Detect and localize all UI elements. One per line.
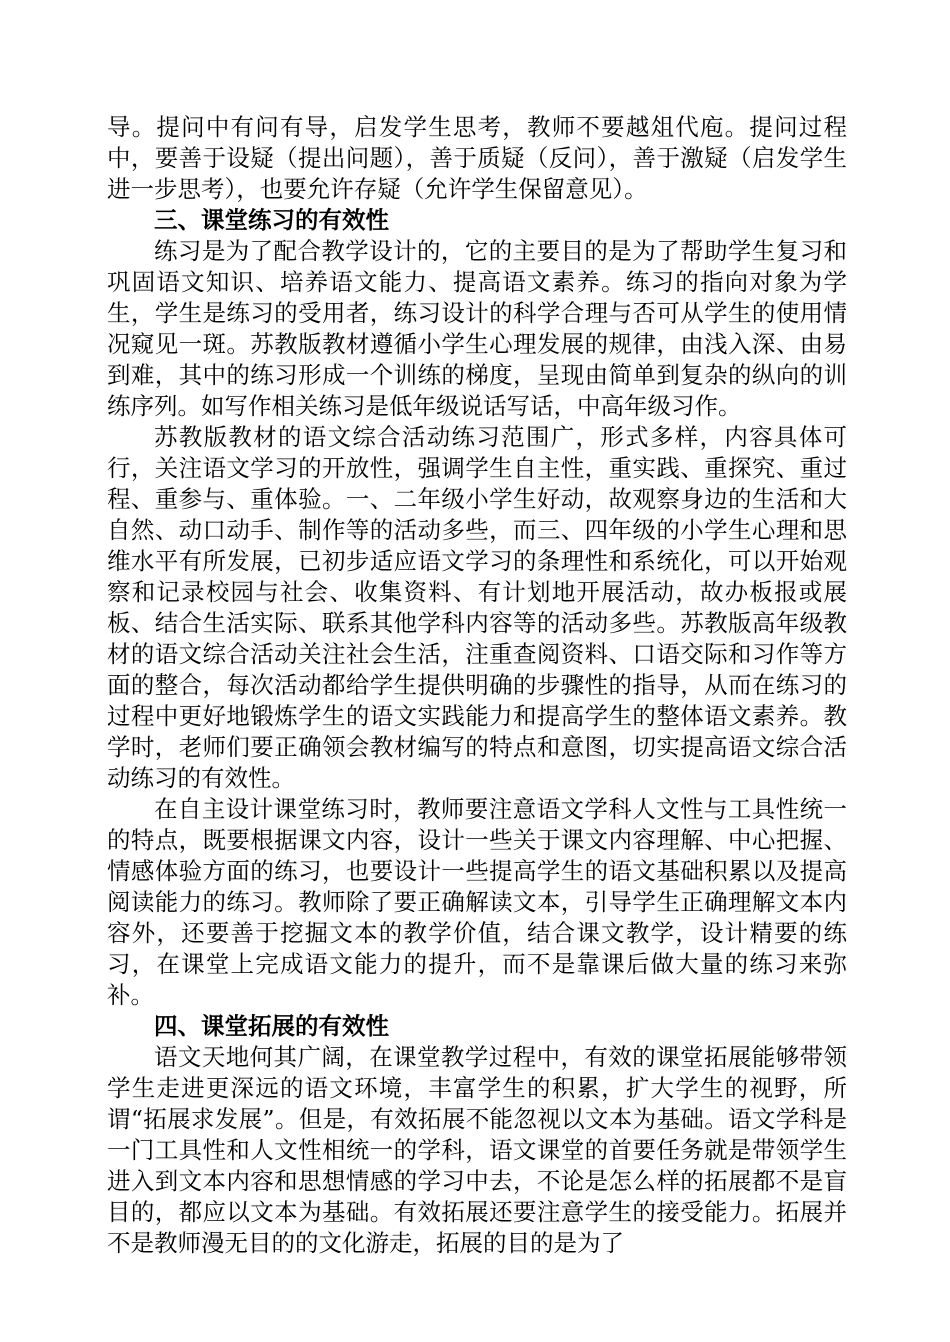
intro-paragraph: 导。提问中有问有导，启发学生思考，教师不要越俎代庖。提问过程中，要善于设疑（提出问题），善于质疑（反问），善于激疑（启发学生进一步思考），也要允许存疑（允许学生保留意见）。 bbox=[107, 113, 847, 203]
body-paragraph: 在自主设计课堂练习时，教师要注意语文学科人文性与工具性统一的特点，既要根据课文内容，设计一些关于课文内容理解、中心把握、情感体验方面的练习，也要设计一些提高学生的语文基础积累以及提高阅读能力的练习。教师除了要正确解读文本，引导学生正确理解文本内容外，还要善于挖掘文本的教学价值，结合课文教学，设计精要的练习，在课堂上完成语文能力的提升，而不是靠课后做大量的练习来弥补。 bbox=[107, 795, 847, 1009]
body-paragraph: 练习是为了配合教学设计的，它的主要目的是为了帮助学生复习和巩固语文知识、培养语文能力、提高语文素养。练习的指向对象为学生，学生是练习的受用者，练习设计的科学合理与否可从学生的使用情况窥见一斑。苏教版教材遵循小学生心理发展的规律，由浅入深、由易到难，其中的练习形成一个训练的梯度，呈现由简单到复杂的纵向的训练序列。如写作相关练习是低年级说话写话，中高年级习作。 bbox=[107, 237, 847, 420]
document-page bbox=[107, 112, 847, 1259]
section-heading-practice: 三、课堂练习的有效性 bbox=[154, 206, 389, 234]
body-paragraph: 苏教版教材的语文综合活动练习范围广，形式多样，内容具体可行，关注语文学习的开放性，强调学生自主性，重实践、重探究、重过程、重参与、重体验。一、二年级小学生好动，故观察身边的生活和大自然、动口动手、制作等的活动多些，而三、四年级的小学生心理和思维水平有所发展，已初步适应语文学习的条理性和系统化，可以开始观察和记录校园与社会、收集资料、有计划地开展活动，故办板报或展板、结合生活实际、联系其他学科内容等的活动多些。苏教版高年级教材的语文综合活动关注社会生活，注重查阅资料、口语交际和习作等方面的整合，每次活动都给学生提供明确的步骤性的指导，从而在练习的过程中更好地锻炼学生的语文实践能力和提高学生的整体语文素养。教学时，老师们要正确领会教材编写的特点和意图，切实提高语文综合活动练习的有效性。 bbox=[107, 423, 847, 792]
section-heading-extension: 四、课堂拓展的有效性 bbox=[154, 1012, 389, 1040]
body-paragraph: 语文天地何其广阔，在课堂教学过程中，有效的课堂拓展能够带领学生走进更深远的语文环境，丰富学生的积累，扩大学生的视野，所谓“拓展求发展”。但是，有效拓展不能忽视以文本为基础。语文学科是一门工具性和人文性相统一的学科，语文课堂的首要任务就是带领学生进入到文本内容和思想情感的学习中去，不论是怎么样的拓展都不是盲目的，都应以文本为基础。有效拓展还要注意学生的接受能力。拓展并不是教师漫无目的的文化游走，拓展的目的是为了 bbox=[107, 1043, 847, 1257]
